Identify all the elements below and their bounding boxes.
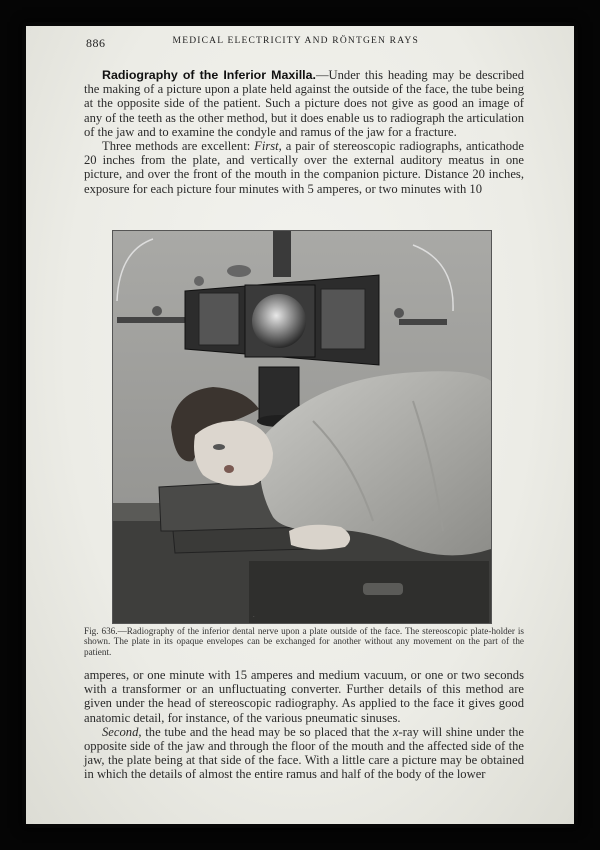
right-electrode-rod [399, 319, 447, 325]
figure-number: Fig. 636. [84, 626, 118, 636]
paragraph-3: amperes, or one minute with 15 amperes and medium vacuum, or one or two seconds with a transformer or an unfluctuating converter. Further details of this method are given under the head of stereoscopic radiography. As applied to the face it gives good anatomic detail, for instance, of the various pneumatic sinuses. [84, 668, 524, 725]
patient-face [194, 421, 273, 486]
page-number: 886 [86, 36, 106, 50]
paragraph-1 [84, 68, 524, 139]
section-heading: Radiography of the Inferior Maxilla. [102, 68, 316, 82]
figure-636-photo [112, 230, 492, 624]
paragraph-2 [84, 139, 524, 196]
paragraph-4 [84, 725, 524, 782]
paragraph-4-part-a: the tube and the head may be so placed that the [141, 724, 393, 739]
figure-caption-text: —Radiography of the inferior dental nerve upon a plate outside of the face. The stereoscopic plate-holder is shown. The plate in its opaque envelopes can be exchanged for another without any movement on the part of the patient. [84, 626, 524, 657]
xray-apparatus-illustration [113, 231, 491, 623]
left-electrode-rod [117, 317, 187, 323]
x-ray-italic: x [392, 724, 399, 739]
book-page [26, 26, 574, 824]
first-emphasis: First, [254, 139, 282, 154]
paragraph-2-start: Three methods are excellent: [102, 139, 255, 154]
plate-mark: . [253, 613, 255, 619]
section-text [84, 68, 524, 196]
second-emphasis: Second, [102, 724, 142, 739]
patient-hand [289, 525, 350, 550]
xray-bulb [252, 294, 306, 348]
paragraph-1-body: —Under this heading may be described the making of a picture upon a plate held against the outside of the face, the tube being at the opposite side of the patient. Such a picture does not give as good an image of any of the teeth as the other method, but it does enable us to radiograph the articulation of the jaw and to examine the condyle and ramus of the jaw for a fracture. [84, 68, 524, 139]
paragraph-4-part-b: -ray will shine under the opposite side of the jaw and through the floor of the mouth and the affected side of the jaw, the plate being at that side of the face. With a little care a picture may be obtained in which the details of almost the entire ramus and half of the body of the lower [84, 724, 524, 782]
paragraph-2-body: a pair of stereoscopic radiographs, anticathode 20 inches from the plate, and vertically over the external auditory meatus in one picture, and over the front of the mouth in the companion picture. Distance 20 inches, exposure for each picture four minutes with 5 amperes, or two minutes with 10 [84, 139, 524, 196]
continuation-text [84, 668, 524, 782]
support-pole [273, 231, 291, 277]
running-title: MEDICAL ELECTRICITY AND RÖNTGEN RAYS [172, 36, 419, 46]
running-head [86, 36, 526, 51]
figure-caption [84, 626, 524, 657]
